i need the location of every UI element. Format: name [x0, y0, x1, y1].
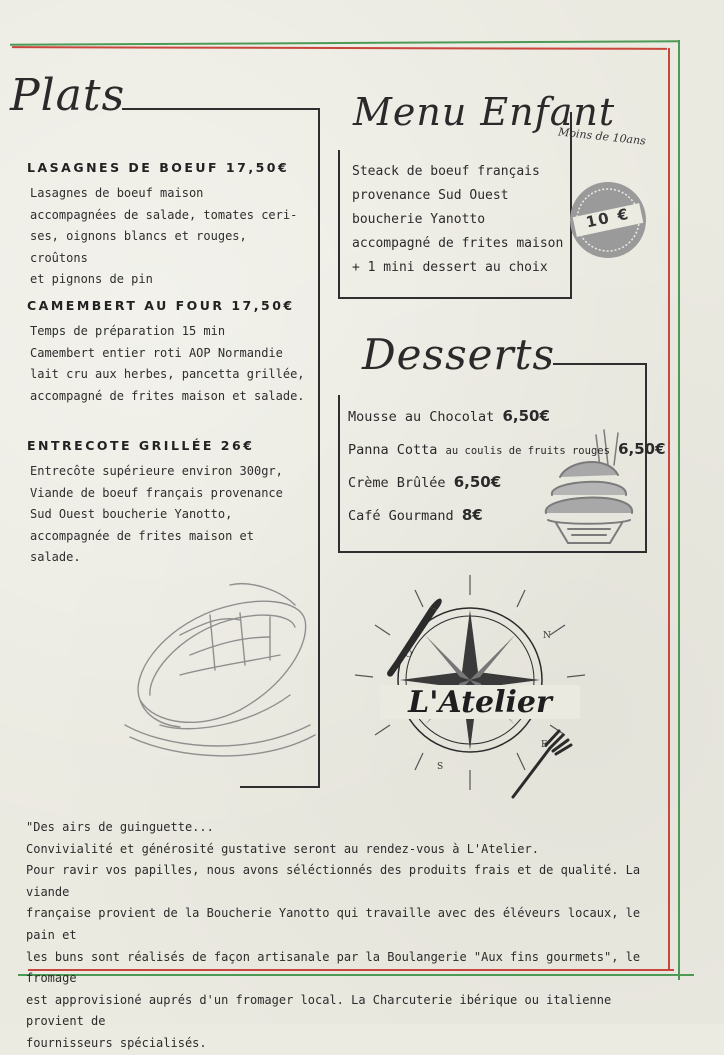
- compass-letter-o: O: [405, 650, 413, 660]
- dish-title-lasagnes: LASAGNES DE BOEUF 17,50€: [27, 160, 290, 175]
- badge-price: 10 €: [584, 204, 632, 232]
- desserts-title: Desserts: [362, 330, 556, 379]
- knife-icon: [387, 599, 442, 677]
- frame-line-red-right: [668, 48, 670, 970]
- frame-line-green-right: [678, 40, 680, 980]
- plats-title: Plats: [10, 70, 126, 121]
- enfant-box-bottom: [338, 297, 572, 299]
- dessert-price: 6,50€: [453, 473, 502, 491]
- dish-title-entrecote: ENTRECOTE GRILLÉE 26€: [27, 438, 255, 453]
- dessert-item-cafe-gourmand: [348, 506, 483, 524]
- desserts-box-left: [338, 395, 340, 553]
- frame-line-green-top: [10, 40, 680, 46]
- logo-name: L'Atelier: [408, 685, 552, 720]
- compass-letter-e: E: [541, 740, 548, 750]
- plats-box-bottom: [240, 786, 320, 788]
- dessert-detail: au coulis de fruits rouges: [445, 445, 610, 457]
- dish-desc-camembert: Temps de préparation 15 min Camembert entier roti AOP Normandie lait cru aux herbes, pancetta grillée, accompagné de frites maison et salade.: [30, 324, 305, 403]
- atelier-logo: [345, 565, 595, 810]
- menu-enfant-description: Steack de boeuf français provenance Sud Ouest boucherie Yanotto accompagné de frites maison + 1 mini dessert au choix: [352, 164, 564, 275]
- dessert-name: Crème Brûlée: [348, 475, 446, 491]
- dessert-price: 6,50€: [618, 440, 666, 458]
- compass-letter-s: S: [437, 762, 444, 772]
- dish-desc-entrecote: Entrecôte supérieure environ 300gr, Viande de boeuf français provenance Sud Ouest boucherie Yanotto, accompagnée de frites maison et salade.: [30, 464, 283, 564]
- dessert-name: Panna Cotta: [348, 442, 438, 458]
- plats-box-top: [122, 108, 320, 110]
- camembert-sketch-icon: [120, 575, 320, 775]
- menu-enfant-title: Menu Enfant: [353, 90, 616, 134]
- frame-line-red-top: [12, 46, 667, 50]
- dessert-price: 8€: [461, 506, 483, 524]
- dessert-price: 6,50€: [502, 407, 550, 425]
- dish-desc-lasagnes: Lasagnes de boeuf maison accompagnées de salade, tomates ceri- ses, oignons blancs et rouges, croûtons et pignons de pin: [30, 186, 298, 286]
- enfant-box-left: [338, 150, 340, 298]
- desserts-box-bottom: [338, 551, 647, 553]
- desserts-box-right: [645, 363, 647, 553]
- dessert-item-panna-cotta: [348, 440, 666, 458]
- dish-title-camembert: CAMEMBERT AU FOUR 17,50€: [27, 298, 295, 313]
- footer-description: "Des airs de guinguette... Convivialité et générosité gustative seront au rendez-vous à L'Atelier. Pour ravir vos papilles, nous avons séléctionnés des produits frais et de qualité. La viande française provient de la Boucherie Yanotto qui travaille avec des éléveurs locaux, le pain et les buns sont réalisés de façon artisanale par la Boulangerie "Aux fins gourmets", le fromage est approvisioné auprés d'un fromager local. La Charcuterie ibérique ou italienne provient de fournisseurs spécialisés.: [26, 820, 641, 1050]
- dessert-name: Café Gourmand: [348, 508, 454, 524]
- price-badge: [568, 180, 648, 260]
- dessert-name: Mousse au Chocolat: [348, 409, 495, 425]
- desserts-box-top: [553, 363, 647, 365]
- dessert-item-mousse: [348, 407, 550, 425]
- compass-letter-n: N: [543, 631, 551, 641]
- menu-enfant-age-note: Moins de 10ans: [557, 125, 647, 148]
- dessert-item-creme-brulee: [348, 473, 501, 491]
